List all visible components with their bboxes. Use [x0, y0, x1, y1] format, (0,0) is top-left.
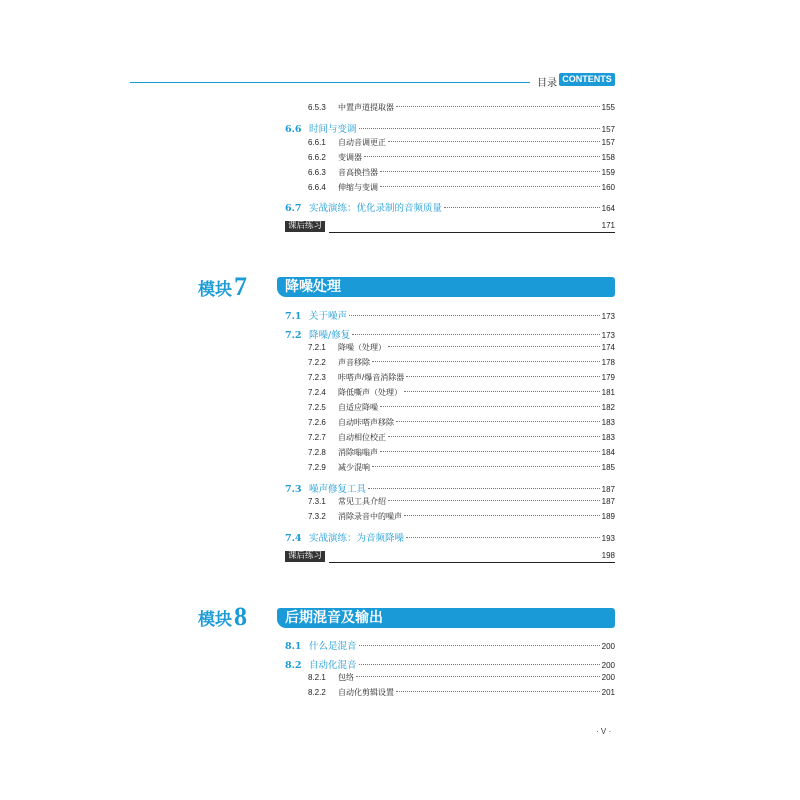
- toc-subsection-entry[interactable]: [308, 432, 615, 443]
- entry-title: 实战演练：为音频降噪: [309, 533, 405, 544]
- entry-page: 185: [601, 463, 615, 472]
- entry-page: 187: [601, 497, 615, 506]
- toc-subsection-entry[interactable]: [308, 496, 615, 507]
- toc-subsection-entry[interactable]: [308, 102, 615, 113]
- entry-page: 200: [601, 673, 615, 682]
- entry-title: 自动化剪辑设置: [338, 688, 394, 697]
- toc-subsection-entry[interactable]: [308, 387, 615, 398]
- entry-page: 183: [601, 433, 615, 442]
- entry-page: 158: [601, 153, 615, 162]
- toc-subsection-entry[interactable]: [308, 447, 615, 458]
- entry-title: 时间与变调: [309, 124, 357, 135]
- entry-number: 7.3.1: [308, 497, 326, 506]
- entry-number: 7.3.2: [308, 512, 326, 521]
- entry-page: 181: [601, 388, 615, 397]
- entry-title: 声音移除: [338, 358, 370, 367]
- entry-title: 常见工具介绍: [338, 497, 386, 506]
- dot-leader: [396, 691, 600, 692]
- entry-number: 7.1: [285, 311, 302, 322]
- toc-subsection-entry[interactable]: [308, 402, 615, 413]
- exercise-rule: [329, 562, 615, 563]
- module-7-label: [198, 272, 247, 302]
- entry-title: 实战演练：优化录制的音频质量: [309, 203, 443, 214]
- entry-page: 200: [601, 661, 615, 670]
- entry-number: 7.2.5: [308, 403, 326, 412]
- entry-page: 183: [601, 418, 615, 427]
- entry-page: 182: [601, 403, 615, 412]
- entry-page: 159: [601, 168, 615, 177]
- dot-leader: [388, 436, 600, 437]
- toc-subsection-entry[interactable]: [308, 182, 615, 193]
- module-number: 7: [234, 272, 247, 301]
- dot-leader: [356, 676, 600, 677]
- dot-leader: [372, 466, 600, 467]
- dot-leader: [380, 451, 600, 452]
- entry-page: 184: [601, 448, 615, 457]
- toc-subsection-entry[interactable]: [308, 417, 615, 428]
- module-word: 模块: [198, 280, 232, 300]
- entry-title: 消除嗡嗡声: [338, 448, 378, 457]
- entry-page: 157: [601, 138, 615, 147]
- entry-number: 7.2.6: [308, 418, 326, 427]
- entry-page: 179: [601, 373, 615, 382]
- dot-leader: [404, 515, 600, 516]
- toc-subsection-entry[interactable]: [308, 137, 615, 148]
- toc-subsection-entry[interactable]: [308, 687, 615, 698]
- entry-title: 降低嘶声（处理）: [338, 388, 402, 397]
- toc-subsection-entry[interactable]: [308, 462, 615, 473]
- entry-title: 关于噪声: [309, 311, 348, 322]
- entry-page: 187: [601, 485, 615, 494]
- header-title: 目录: [537, 78, 557, 89]
- toc-subsection-entry[interactable]: [308, 672, 615, 683]
- entry-number: 6.6: [285, 124, 302, 135]
- entry-page: 178: [601, 358, 615, 367]
- entry-title: 自适应降噪: [338, 403, 378, 412]
- entry-number: 7.2.1: [308, 343, 326, 352]
- entry-number: 8.2.2: [308, 688, 326, 697]
- exercise-label: 课后练习: [285, 221, 325, 232]
- entry-number: 6.6.3: [308, 168, 326, 177]
- entry-title: 咔嗒声/爆音消除器: [338, 373, 405, 382]
- exercise-row-1[interactable]: [285, 221, 615, 233]
- entry-number: 8.2: [285, 660, 302, 671]
- dot-leader: [444, 207, 600, 208]
- entry-page: 200: [601, 642, 615, 651]
- entry-number: 6.7: [285, 203, 302, 214]
- entry-title: 自动音调更正: [338, 138, 386, 147]
- toc-subsection-entry[interactable]: [308, 372, 615, 383]
- entry-number: 7.2.2: [308, 358, 326, 367]
- entry-page: 164: [601, 204, 615, 213]
- entry-page: 173: [601, 331, 615, 340]
- dot-leader: [364, 156, 600, 157]
- toc-section-entry[interactable]: [285, 327, 615, 341]
- header-rule: [130, 82, 530, 83]
- entry-title: 减少混响: [338, 463, 370, 472]
- dot-leader: [404, 391, 600, 392]
- entry-page: 193: [601, 534, 615, 543]
- entry-number: 7.2.3: [308, 373, 326, 382]
- entry-title: 自动相位校正: [338, 433, 386, 442]
- contents-badge: CONTENTS: [559, 73, 615, 86]
- entry-title: 消除录音中的噪声: [338, 512, 402, 521]
- dot-leader: [406, 537, 600, 538]
- toc-section-entry[interactable]: [285, 657, 615, 671]
- dot-leader: [388, 500, 600, 501]
- dot-leader: [380, 171, 600, 172]
- exercise-row-2[interactable]: [285, 551, 615, 563]
- toc-section-entry[interactable]: [285, 638, 615, 652]
- dot-leader: [388, 346, 600, 347]
- entry-page: 160: [601, 183, 615, 192]
- entry-number: 7.3: [285, 484, 302, 495]
- dot-leader: [380, 406, 600, 407]
- entry-title: 包络: [338, 673, 354, 682]
- dot-leader: [349, 315, 600, 316]
- entry-page: 155: [601, 103, 615, 112]
- entry-title: 音高换挡器: [338, 168, 378, 177]
- entry-title: 自动化混音: [309, 660, 357, 671]
- dot-leader: [396, 421, 600, 422]
- toc-section-entry[interactable]: [285, 200, 615, 214]
- entry-title: 降噪/修复: [309, 330, 351, 341]
- entry-page: 157: [601, 125, 615, 134]
- module-8-label: [198, 602, 247, 632]
- toc-subsection-entry[interactable]: [308, 152, 615, 163]
- module-7-title-bar[interactable]: 降噪处理: [277, 277, 615, 297]
- dot-leader: [396, 106, 600, 107]
- exercise-page: 198: [601, 551, 615, 560]
- entry-number: 7.4: [285, 533, 302, 544]
- dot-leader: [380, 186, 600, 187]
- dot-leader: [352, 334, 599, 335]
- dot-leader: [372, 361, 600, 362]
- entry-page: 201: [601, 688, 615, 697]
- entry-number: 8.2.1: [308, 673, 326, 682]
- exercise-rule: [329, 232, 615, 233]
- toc-section-entry[interactable]: [285, 530, 615, 544]
- entry-title: 伸缩与变调: [338, 183, 378, 192]
- entry-number: 7.2.8: [308, 448, 326, 457]
- entry-title: 中置声道提取器: [338, 103, 394, 112]
- exercise-page: 171: [601, 221, 615, 230]
- dot-leader: [388, 141, 600, 142]
- entry-number: 7.2.7: [308, 433, 326, 442]
- dot-leader: [406, 376, 599, 377]
- entry-number: 8.1: [285, 641, 302, 652]
- entry-number: 6.6.2: [308, 153, 326, 162]
- entry-page: 173: [601, 312, 615, 321]
- toc-subsection-entry[interactable]: [308, 357, 615, 368]
- module-number: 8: [234, 602, 247, 631]
- toc-section-entry[interactable]: [285, 481, 615, 495]
- dot-leader: [359, 645, 600, 646]
- entry-number: 6.6.1: [308, 138, 326, 147]
- dot-leader: [359, 128, 600, 129]
- entry-page: 189: [601, 512, 615, 521]
- entry-page: 174: [601, 343, 615, 352]
- entry-title: 降噪（处理）: [338, 343, 386, 352]
- toc-section-entry[interactable]: [285, 308, 615, 322]
- page-number: · V ·: [596, 727, 612, 736]
- entry-title: 什么是混音: [309, 641, 357, 652]
- entry-number: 7.2.9: [308, 463, 326, 472]
- dot-leader: [368, 488, 600, 489]
- entry-title: 噪声修复工具: [309, 484, 367, 495]
- entry-title: 自动咔嗒声移除: [338, 418, 394, 427]
- toc-subsection-entry[interactable]: [308, 511, 615, 522]
- toc-subsection-entry[interactable]: [308, 167, 615, 178]
- entry-number: 7.2.4: [308, 388, 326, 397]
- entry-title: 变调器: [338, 153, 362, 162]
- module-word: 模块: [198, 610, 232, 630]
- toc-section-entry[interactable]: [285, 121, 615, 135]
- entry-number: 7.2: [285, 330, 302, 341]
- entry-number: 6.6.4: [308, 183, 326, 192]
- exercise-label: 课后练习: [285, 551, 325, 562]
- toc-subsection-entry[interactable]: [308, 342, 615, 353]
- dot-leader: [359, 664, 600, 665]
- entry-number: 6.5.3: [308, 103, 326, 112]
- module-8-title-bar[interactable]: 后期混音及输出: [277, 608, 615, 628]
